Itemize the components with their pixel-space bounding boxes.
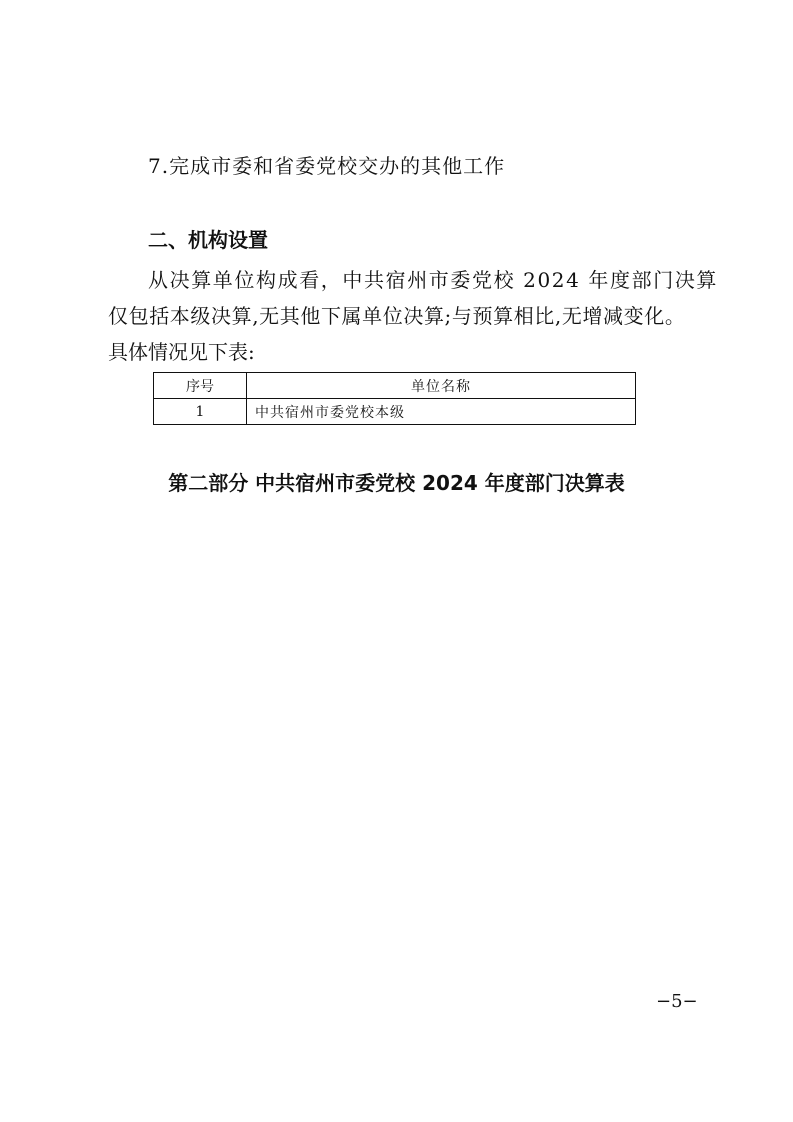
table-header-row <box>154 373 636 399</box>
paragraph-line: 具体情况见下表: <box>108 340 255 364</box>
column-header-unit-name: 单位名称 <box>247 373 636 399</box>
section-heading-organization: 二、机构设置 <box>148 228 268 252</box>
table-cell-index: 1 <box>154 399 247 425</box>
table-row <box>154 399 636 425</box>
unit-table <box>153 372 636 425</box>
column-header-index: 序号 <box>154 373 247 399</box>
part-two-heading: 第二部分 中共宿州市委党校 2024 年度部门决算表 <box>168 471 625 495</box>
organization-paragraph <box>108 262 719 370</box>
paragraph-line: 从决算单位构成看，中共宿州市委党校 2024 年度部门决算 <box>148 268 719 292</box>
list-item-7: 7.完成市委和省委党校交办的其他工作 <box>148 154 506 178</box>
table-cell-unit-name: 中共宿州市委党校本级 <box>247 399 636 425</box>
paragraph-line: 仅包括本级决算,无其他下属单位决算;与预算相比,无增减变化。 <box>108 304 686 328</box>
page-number: −5− <box>656 991 698 1012</box>
